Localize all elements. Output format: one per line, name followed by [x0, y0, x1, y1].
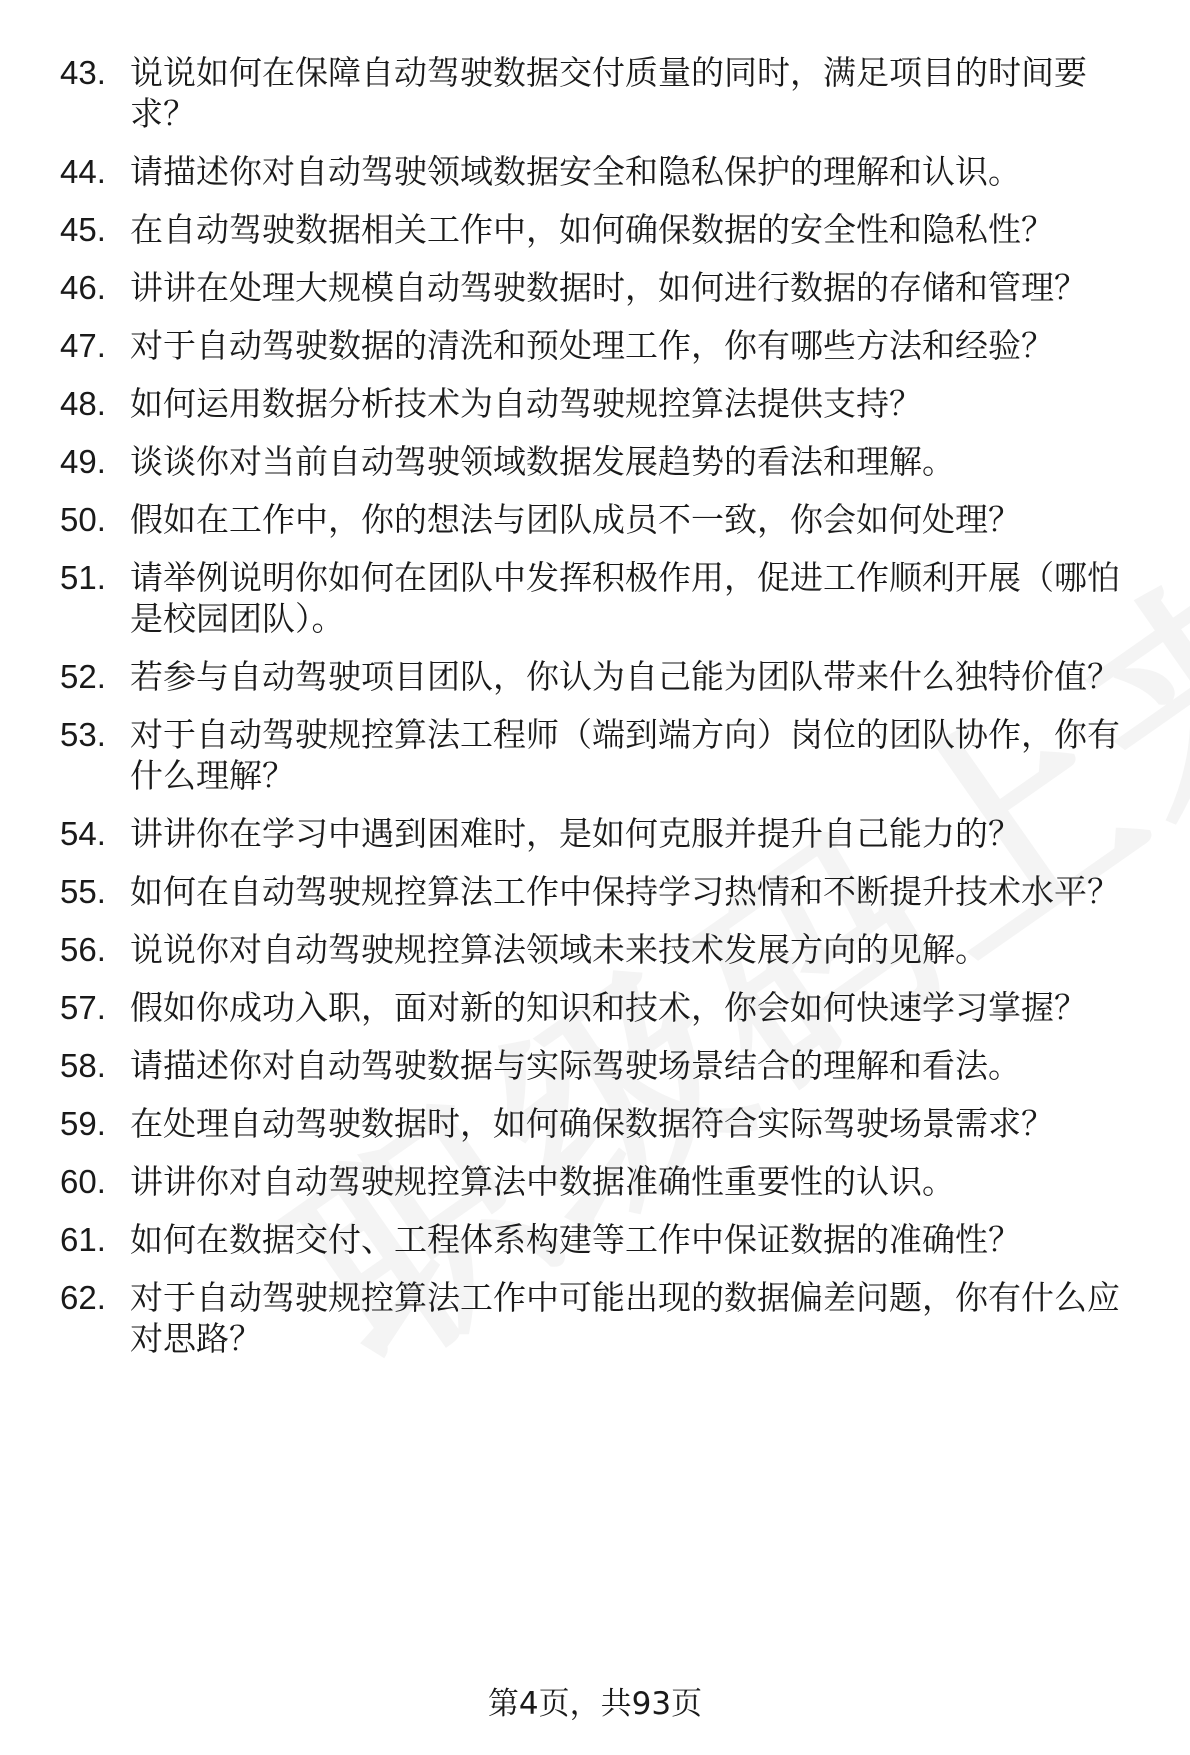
question-text: 如何在自动驾驶规控算法工作中保持学习热情和不断提升技术水平？	[130, 872, 1120, 911]
question-item	[60, 557, 1150, 639]
question-number: 54.	[60, 815, 106, 852]
page-footer: 第4页，共93页	[487, 1686, 703, 1722]
question-item	[60, 929, 1150, 970]
question-number: 55.	[60, 873, 106, 910]
question-text: 对于自动驾驶数据的清洗和预处理工作，你有哪些方法和经验？	[130, 326, 1054, 365]
question-text: 对于自动驾驶规控算法工作中可能出现的数据偏差问题，你有什么应对思路？	[130, 1278, 1120, 1358]
question-number: 60.	[60, 1163, 106, 1200]
question-text: 如何在数据交付、工程体系构建等工作中保证数据的准确性？	[130, 1220, 1021, 1259]
question-number: 53.	[60, 716, 106, 753]
question-item	[60, 1161, 1150, 1202]
question-text: 讲讲你在学习中遇到困难时，是如何克服并提升自己能力的？	[130, 814, 1021, 853]
question-text: 若参与自动驾驶项目团队，你认为自己能为团队带来什么独特价值？	[130, 657, 1120, 696]
question-text: 请举例说明你如何在团队中发挥积极作用，促进工作顺利开展（哪怕是校园团队）。	[130, 558, 1120, 638]
question-number: 51.	[60, 559, 106, 596]
question-number: 46.	[60, 269, 106, 306]
question-item	[60, 1045, 1150, 1086]
question-item	[60, 656, 1150, 697]
question-item	[60, 441, 1150, 482]
question-number: 48.	[60, 385, 106, 422]
question-text: 谈谈你对当前自动驾驶领域数据发展趋势的看法和理解。	[130, 442, 955, 481]
question-number: 52.	[60, 658, 106, 695]
question-text: 讲讲在处理大规模自动驾驶数据时，如何进行数据的存储和管理？	[130, 268, 1087, 307]
question-item	[60, 383, 1150, 424]
question-text: 请描述你对自动驾驶数据与实际驾驶场景结合的理解和看法。	[130, 1046, 1021, 1085]
question-number: 44.	[60, 153, 106, 190]
question-number: 59.	[60, 1105, 106, 1142]
question-item	[60, 813, 1150, 854]
question-item	[60, 714, 1150, 796]
question-item	[60, 871, 1150, 912]
question-number: 58.	[60, 1047, 106, 1084]
question-text: 假如在工作中，你的想法与团队成员不一致，你会如何处理？	[130, 500, 1021, 539]
question-item	[60, 1103, 1150, 1144]
question-item	[60, 209, 1150, 250]
question-number: 56.	[60, 931, 106, 968]
question-item	[60, 987, 1150, 1028]
question-item	[60, 267, 1150, 308]
question-text: 如何运用数据分析技术为自动驾驶规控算法提供支持？	[130, 384, 922, 423]
question-item	[60, 499, 1150, 540]
question-item	[60, 52, 1150, 134]
question-number: 43.	[60, 54, 106, 91]
question-number: 47.	[60, 327, 106, 364]
question-number: 50.	[60, 501, 106, 538]
question-text: 在处理自动驾驶数据时，如何确保数据符合实际驾驶场景需求？	[130, 1104, 1054, 1143]
question-text: 讲讲你对自动驾驶规控算法中数据准确性重要性的认识。	[130, 1162, 955, 1201]
question-number: 62.	[60, 1279, 106, 1316]
question-item	[60, 1277, 1150, 1359]
question-text: 对于自动驾驶规控算法工程师（端到端方向）岗位的团队协作，你有什么理解？	[130, 715, 1120, 795]
question-number: 49.	[60, 443, 106, 480]
question-text: 请描述你对自动驾驶领域数据安全和隐私保护的理解和认识。	[130, 152, 1021, 191]
question-item	[60, 151, 1150, 192]
question-text: 假如你成功入职，面对新的知识和技术，你会如何快速学习掌握？	[130, 988, 1087, 1027]
question-number: 57.	[60, 989, 106, 1026]
question-text: 在自动驾驶数据相关工作中，如何确保数据的安全性和隐私性？	[130, 210, 1054, 249]
question-list	[60, 52, 1150, 1376]
question-number: 61.	[60, 1221, 106, 1258]
question-text: 说说你对自动驾驶规控算法领域未来技术发展方向的见解。	[130, 930, 988, 969]
question-text: 说说如何在保障自动驾驶数据交付质量的同时，满足项目的时间要求？	[130, 53, 1087, 133]
question-item	[60, 1219, 1150, 1260]
question-item	[60, 325, 1150, 366]
question-number: 45.	[60, 211, 106, 248]
